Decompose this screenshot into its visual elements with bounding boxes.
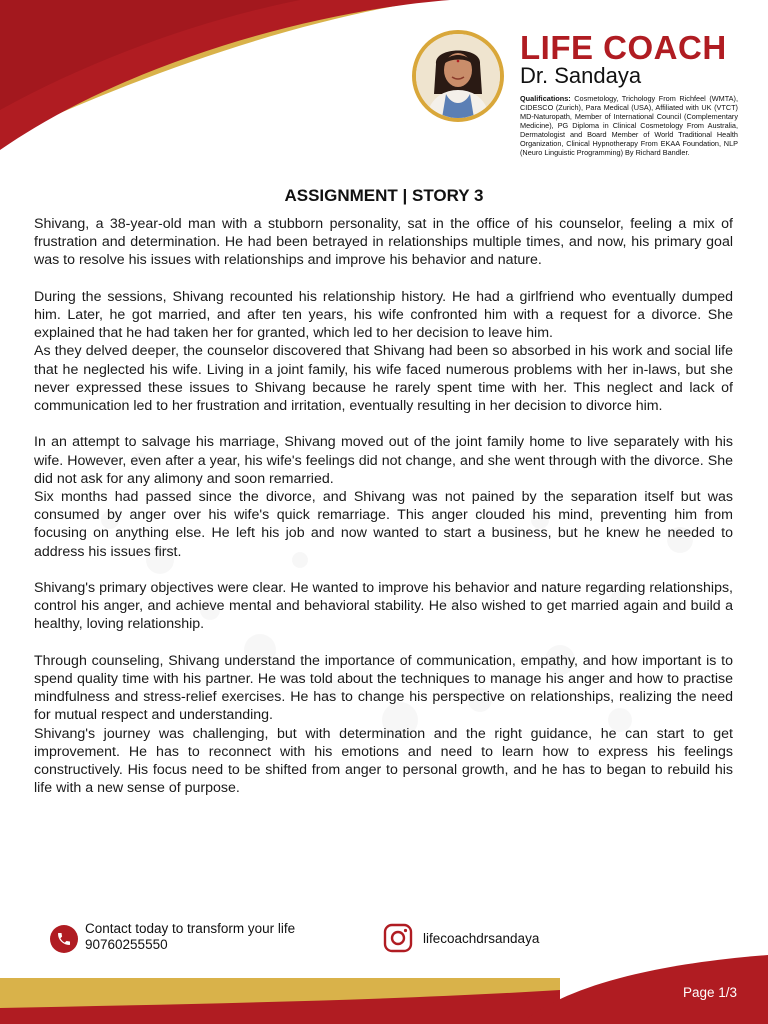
story-paragraph: Through counseling, Shivang understand the importance of communication, empathy, and how important is to spend quality time with his partner. He was told about the techniques to manage his anger and how to practise mindfulness and stress-relief exercises. He has to change his perspective on relationships, realizing the need for mutual respect and understanding. — [34, 652, 733, 724]
instagram-icon — [383, 923, 413, 953]
phone-icon — [50, 925, 78, 953]
qualifications-label: Qualifications: — [520, 94, 571, 103]
story-paragraph: Shivang's journey was challenging, but with determination and the right guidance, he can start to get improvement. He has to reconnect with his emotions and need to learn how to express his feelings constructively. His focus need to be shifted from anger to personal growth, and he has to began to rebuild his life with a new sense of purpose. — [34, 725, 733, 797]
story-paragraph: During the sessions, Shivang recounted his relationship history. He had a girlfriend who eventually dumped him. Later, he got married, and after ten years, his wife confronted him with a request for a divorce. She explained that he had taken her for granted, which led to her decision to leave him. — [34, 288, 733, 342]
portrait-image — [416, 34, 500, 118]
qualifications — [520, 94, 738, 157]
instagram-block[interactable] — [383, 923, 539, 953]
qualifications-text: Cosmetology, Trichology From Richfeel (WMTA), CIDESCO (Zurich), Para Medical (USA), Affiliated with UK (VTCT) MD-Naturopath, Member of International Council (Complementary Medicine), PG Diploma in Clinical Cosmetology From Australia, Dermatologist and Board Member of World Traditional Health Organization, Clinical Hypnotherapy From EKAA Foundation, NLP (Neuro Linguistic Programming) By Richard Bandler. — [520, 94, 738, 157]
header-title: LIFE COACH — [520, 29, 727, 66]
contact-text: Contact today to transform your life — [85, 921, 296, 936]
story-paragraph: In an attempt to salvage his marriage, Shivang moved out of the joint family home to live separately with his wife. However, even after a year, his wife's feelings did not change, and she went through with the divorce. She did not ask for any alimony and soon remarried. — [34, 434, 733, 487]
story-paragraph: As they delved deeper, the counselor discovered that Shivang had been so absorbed in his work and social life that he neglected his wife. Living in a joint family, his wife faced numerous problems with her in-laws, but she never expressed these issues to Shivang because he rarely spent time with her. This neglect and lack of communication led to her frustration and irritation, eventually resulting in her decision to divorce him. — [34, 343, 733, 415]
story-paragraph: Shivang, a 38-year-old man with a stubborn personality, sat in the office of his counselor, feeling a mix of frustration and determination. He had been betrayed in relationships multiple times, and now, his primary goal was to resolve his issues with relationships and improve his behavior and nature. — [34, 216, 733, 269]
page-number: Page 1/3 — [683, 985, 738, 1000]
story-paragraph: Shivang's primary objectives were clear. He wanted to improve his behavior and nature regarding relationships, control his anger, and achieve mental and behavioral stability. He also wished to get married again and build a healthy, loving relationship. — [34, 580, 733, 633]
instagram-handle[interactable]: lifecoachdrsandaya — [423, 930, 540, 946]
story-paragraph: Six months had passed since the divorce, and Shivang was not pained by the separation itself but was consumed by anger over his wife's quick remarriage. This anger clouded his mind, preventing him from focusing on anything else. He left his job and now wanted to start a business, but he knew he needed to address his issues first. — [34, 489, 733, 560]
phone-number[interactable]: 90760255550 — [85, 937, 168, 952]
contact-block — [50, 921, 295, 953]
assignment-heading: ASSIGNMENT | STORY 3 — [284, 186, 484, 205]
avatar — [412, 30, 504, 122]
coach-name: Dr. Sandaya — [520, 63, 642, 88]
story-body — [34, 215, 733, 797]
